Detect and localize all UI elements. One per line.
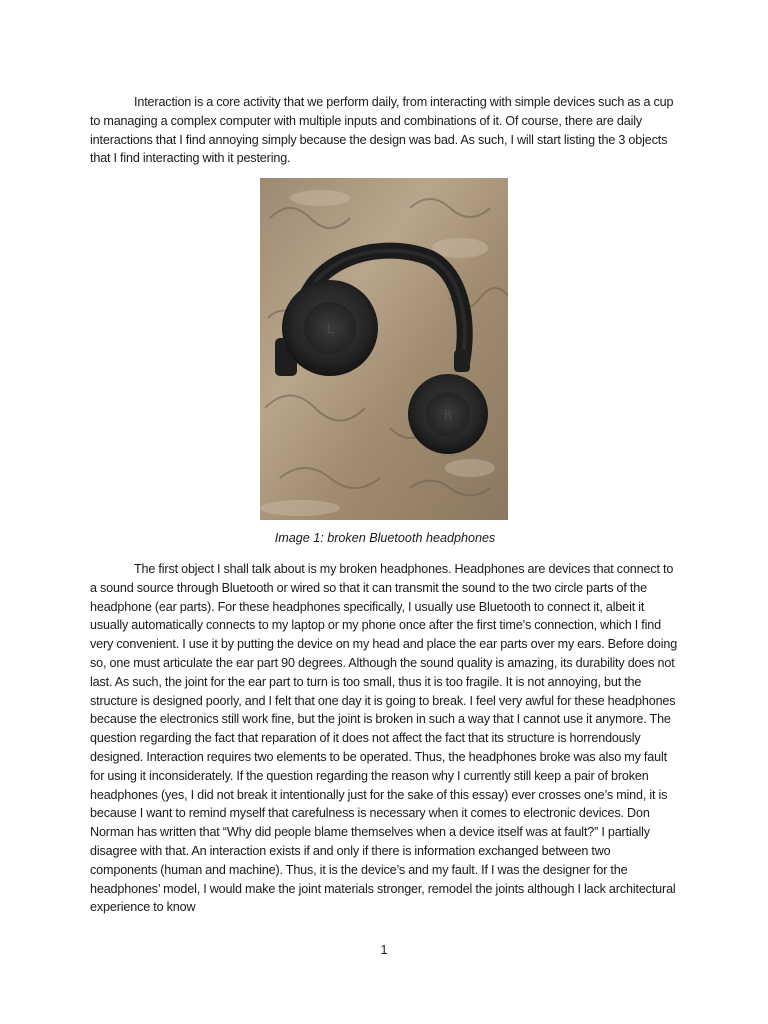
headphones-photo bbox=[260, 178, 508, 520]
right-ear-label: R bbox=[443, 408, 453, 422]
intro-paragraph: Interaction is a core activity that we perform daily, from interacting with simple devices such as a cup to managing a complex computer with multiple inputs and combinations of it. Of course, there are daily interactions that I find annoying simply because the design was bad. As such, I will start listing the 3 objects that I find interacting with it pestering. bbox=[90, 95, 674, 166]
page-number: 1 bbox=[380, 943, 388, 957]
left-ear-label: L bbox=[326, 322, 334, 336]
figure-caption: Image 1: broken Bluetooth headphones bbox=[274, 531, 496, 545]
body-paragraph: The first object I shall talk about is my broken headphones. Headphones are devices that connect to a sound source through Bluetooth or wired so that it can transmit the sound to the two circle parts of the headphone (ear parts). For these headphones specifically, I usually use Bluetooth to connect it, albeit it usually automatically connects to my laptop or my phone once after the first time’s connection, which I find very convenient. I use it by putting the device on my head and place the ear parts over my ears. Before doing so, one must articulate the ear part 90 degrees. Although the sound quality is amazing, its durability does not last. As such, the joint for the ear part to turn is too small, thus it is too fragile. It is not annoying, but the structure is designed poorly, and I felt that one day it is going to break. I feel very awful for these headphones because the electronics still work fine, but the joint is broken in such a way that I cannot use it anymore. The question regarding the fact that reparation of it does not affect the fact that its structure is horrendously designed. Interaction requires two elements to be operated. Thus, the headphones broke was also my fault for using it inconsiderately. If the question regarding the reason why I currently still keep a pair of broken headphones (yes, I did not break it intentionally just for the sake of this essay) ever crosses one’s mind, it is because I want to remind myself that carefulness is necessary when it comes to electronic devices. Don Norman has written that “Why did people blame themselves when a device itself was at fault?” I partially disagree with that. An interaction exists if and only if there is information exchanged between two components (human and machine). Thus, it is the device’s and my fault. If I was the designer for the headphones’ model, I would make the joint materials stronger, remodel the joints although I lack architectural experience to know bbox=[90, 562, 678, 915]
headphones-image bbox=[260, 178, 508, 520]
